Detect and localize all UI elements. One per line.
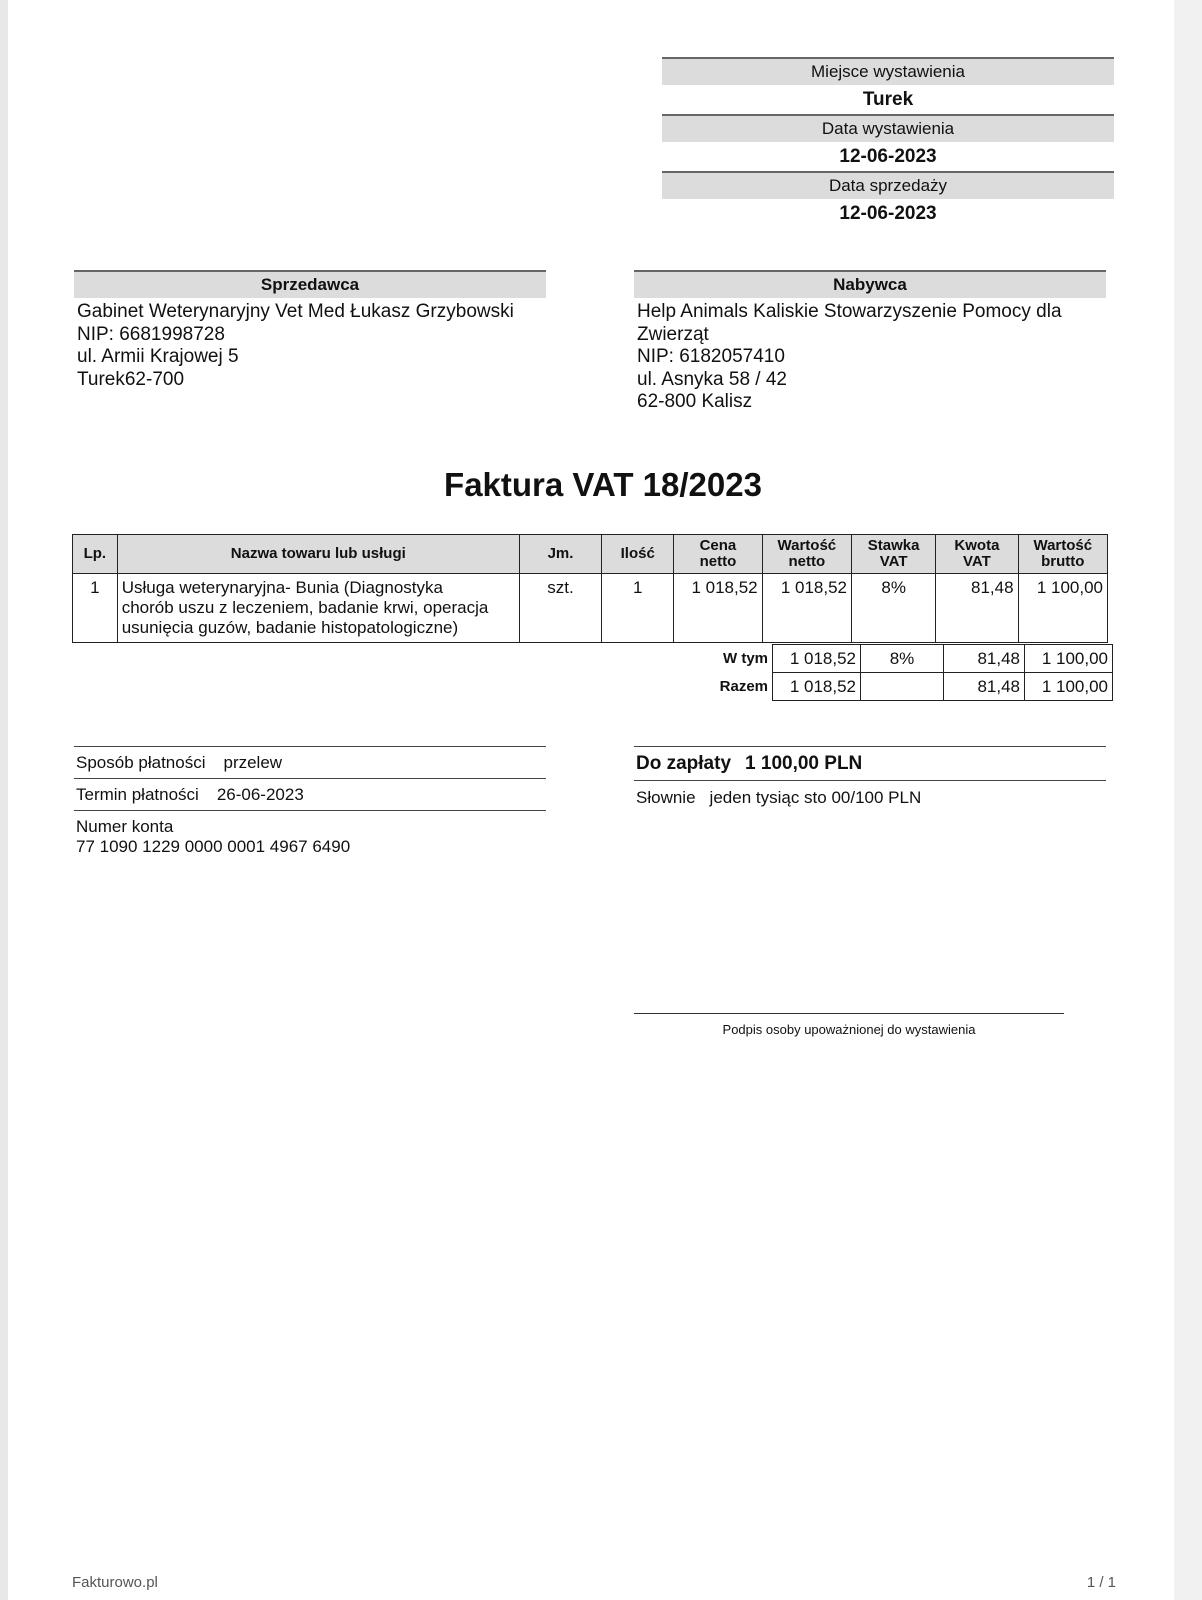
- seller-name: Gabinet Weterynaryjny Vet Med Łukasz Grzybowski: [77, 301, 514, 322]
- col-unit: Jm.: [519, 535, 601, 574]
- scrollbar[interactable]: [1174, 0, 1202, 1600]
- row-lp: 1: [73, 574, 118, 643]
- buyer-street: ul. Asnyka 58 / 42: [637, 368, 787, 390]
- issue-date-label: Data wystawienia: [662, 114, 1114, 142]
- table-row: [73, 574, 1108, 643]
- row-qty: 1: [602, 574, 674, 643]
- buyer-nip: NIP: 6182057410: [637, 346, 785, 367]
- issue-date-value: 12-06-2023: [839, 146, 937, 167]
- wtym-label: W tym: [723, 650, 768, 667]
- wtym-gross: 1 100,00: [1025, 645, 1113, 673]
- payment-method-value: przelew: [223, 753, 283, 772]
- place-value: Turek: [862, 89, 914, 110]
- wtym-rate: 8%: [861, 645, 944, 673]
- wtym-net: 1 018,52: [773, 645, 861, 673]
- amount-words-value: jeden tysiąc sto 00/100 PLN: [709, 788, 922, 807]
- items-table: [72, 534, 1108, 643]
- seller-city: Turek62-700: [77, 368, 185, 390]
- sale-date-value: 12-06-2023: [839, 203, 937, 224]
- buyer-name: Help Animals Kaliskie Stowarzyszenie Pomocy dla: [637, 301, 1062, 322]
- payment-term-value: 26-06-2023: [216, 785, 304, 804]
- razem-vat: 81,48: [944, 673, 1025, 701]
- account-label: Numer konta: [76, 817, 174, 836]
- payment-term-row: [74, 778, 546, 811]
- wtym-vat: 81,48: [944, 645, 1025, 673]
- invoice-title: Faktura VAT 18/2023: [444, 466, 762, 503]
- seller-nip: NIP: 6681998728: [77, 323, 225, 345]
- col-qty: Ilość: [602, 535, 674, 574]
- account-block: [74, 811, 546, 857]
- invoice-page: [8, 0, 1174, 1600]
- summary-wtym-row: [682, 645, 1113, 673]
- razem-net: 1 018,52: [773, 673, 861, 701]
- row-price: 1 018,52: [674, 574, 762, 643]
- signature-line: [634, 1013, 1064, 1014]
- seller-heading: Sprzedawca: [74, 270, 546, 298]
- buyer-city: 62-800 Kalisz: [637, 391, 753, 412]
- amount-words-row: [634, 780, 1106, 814]
- sale-date-label: Data sprzedaży: [662, 171, 1114, 199]
- payment-term-label: Termin płatności: [76, 785, 199, 804]
- amount-due-value: 1 100,00 PLN: [745, 753, 863, 774]
- row-name: Usługa weterynaryjna- Bunia (Diagnostyka chorób uszu z leczeniem, badanie krwi, operacja usunięcia guzów, badanie histopatologiczne): [117, 574, 519, 643]
- row-gross: 1 100,00: [1018, 574, 1107, 643]
- seller-street: ul. Armii Krajowej 5: [77, 346, 239, 367]
- invoice-meta: [662, 57, 1114, 228]
- items-header-row: [73, 535, 1108, 574]
- amount-words-label: Słownie: [636, 788, 696, 807]
- amount-due-label: Do zapłaty: [636, 753, 732, 774]
- buyer-name-cont: Zwierząt: [637, 323, 709, 345]
- summary-razem-row: [682, 673, 1113, 701]
- row-vat: 81,48: [936, 574, 1018, 643]
- col-lp: Lp.: [73, 535, 118, 574]
- amount-due-row: [634, 746, 1106, 780]
- razem-rate: [861, 673, 944, 701]
- col-net: Wartość netto: [762, 535, 851, 574]
- due-block: [634, 746, 1106, 814]
- buyer-heading: Nabywca: [634, 270, 1106, 298]
- payment-method-label: Sposób płatności: [76, 753, 206, 772]
- seller-details: [74, 298, 546, 391]
- summary-table: [682, 644, 1113, 701]
- payment-method-row: [74, 746, 546, 778]
- page-number: 1 / 1: [1086, 1574, 1116, 1591]
- col-name: Nazwa towaru lub usługi: [117, 535, 519, 574]
- buyer-details: [634, 298, 1106, 414]
- col-gross: Wartość brutto: [1018, 535, 1107, 574]
- row-rate: 8%: [852, 574, 936, 643]
- razem-gross: 1 100,00: [1025, 673, 1113, 701]
- row-unit: szt.: [519, 574, 601, 643]
- col-vat: Kwota VAT: [936, 535, 1018, 574]
- account-number: 77 1090 1229 0000 0001 4967 6490: [76, 837, 351, 856]
- seller-block: [74, 270, 546, 391]
- footer-brand: Fakturowo.pl: [72, 1574, 158, 1591]
- payment-block: [74, 746, 546, 857]
- col-price: Cena netto: [674, 535, 762, 574]
- place-label: Miejsce wystawienia: [662, 57, 1114, 85]
- buyer-block: [634, 270, 1106, 414]
- col-rate: Stawka VAT: [852, 535, 936, 574]
- signature-label: Podpis osoby upoważnionej do wystawienia: [722, 1022, 976, 1037]
- row-net: 1 018,52: [762, 574, 851, 643]
- razem-label: Razem: [719, 678, 768, 695]
